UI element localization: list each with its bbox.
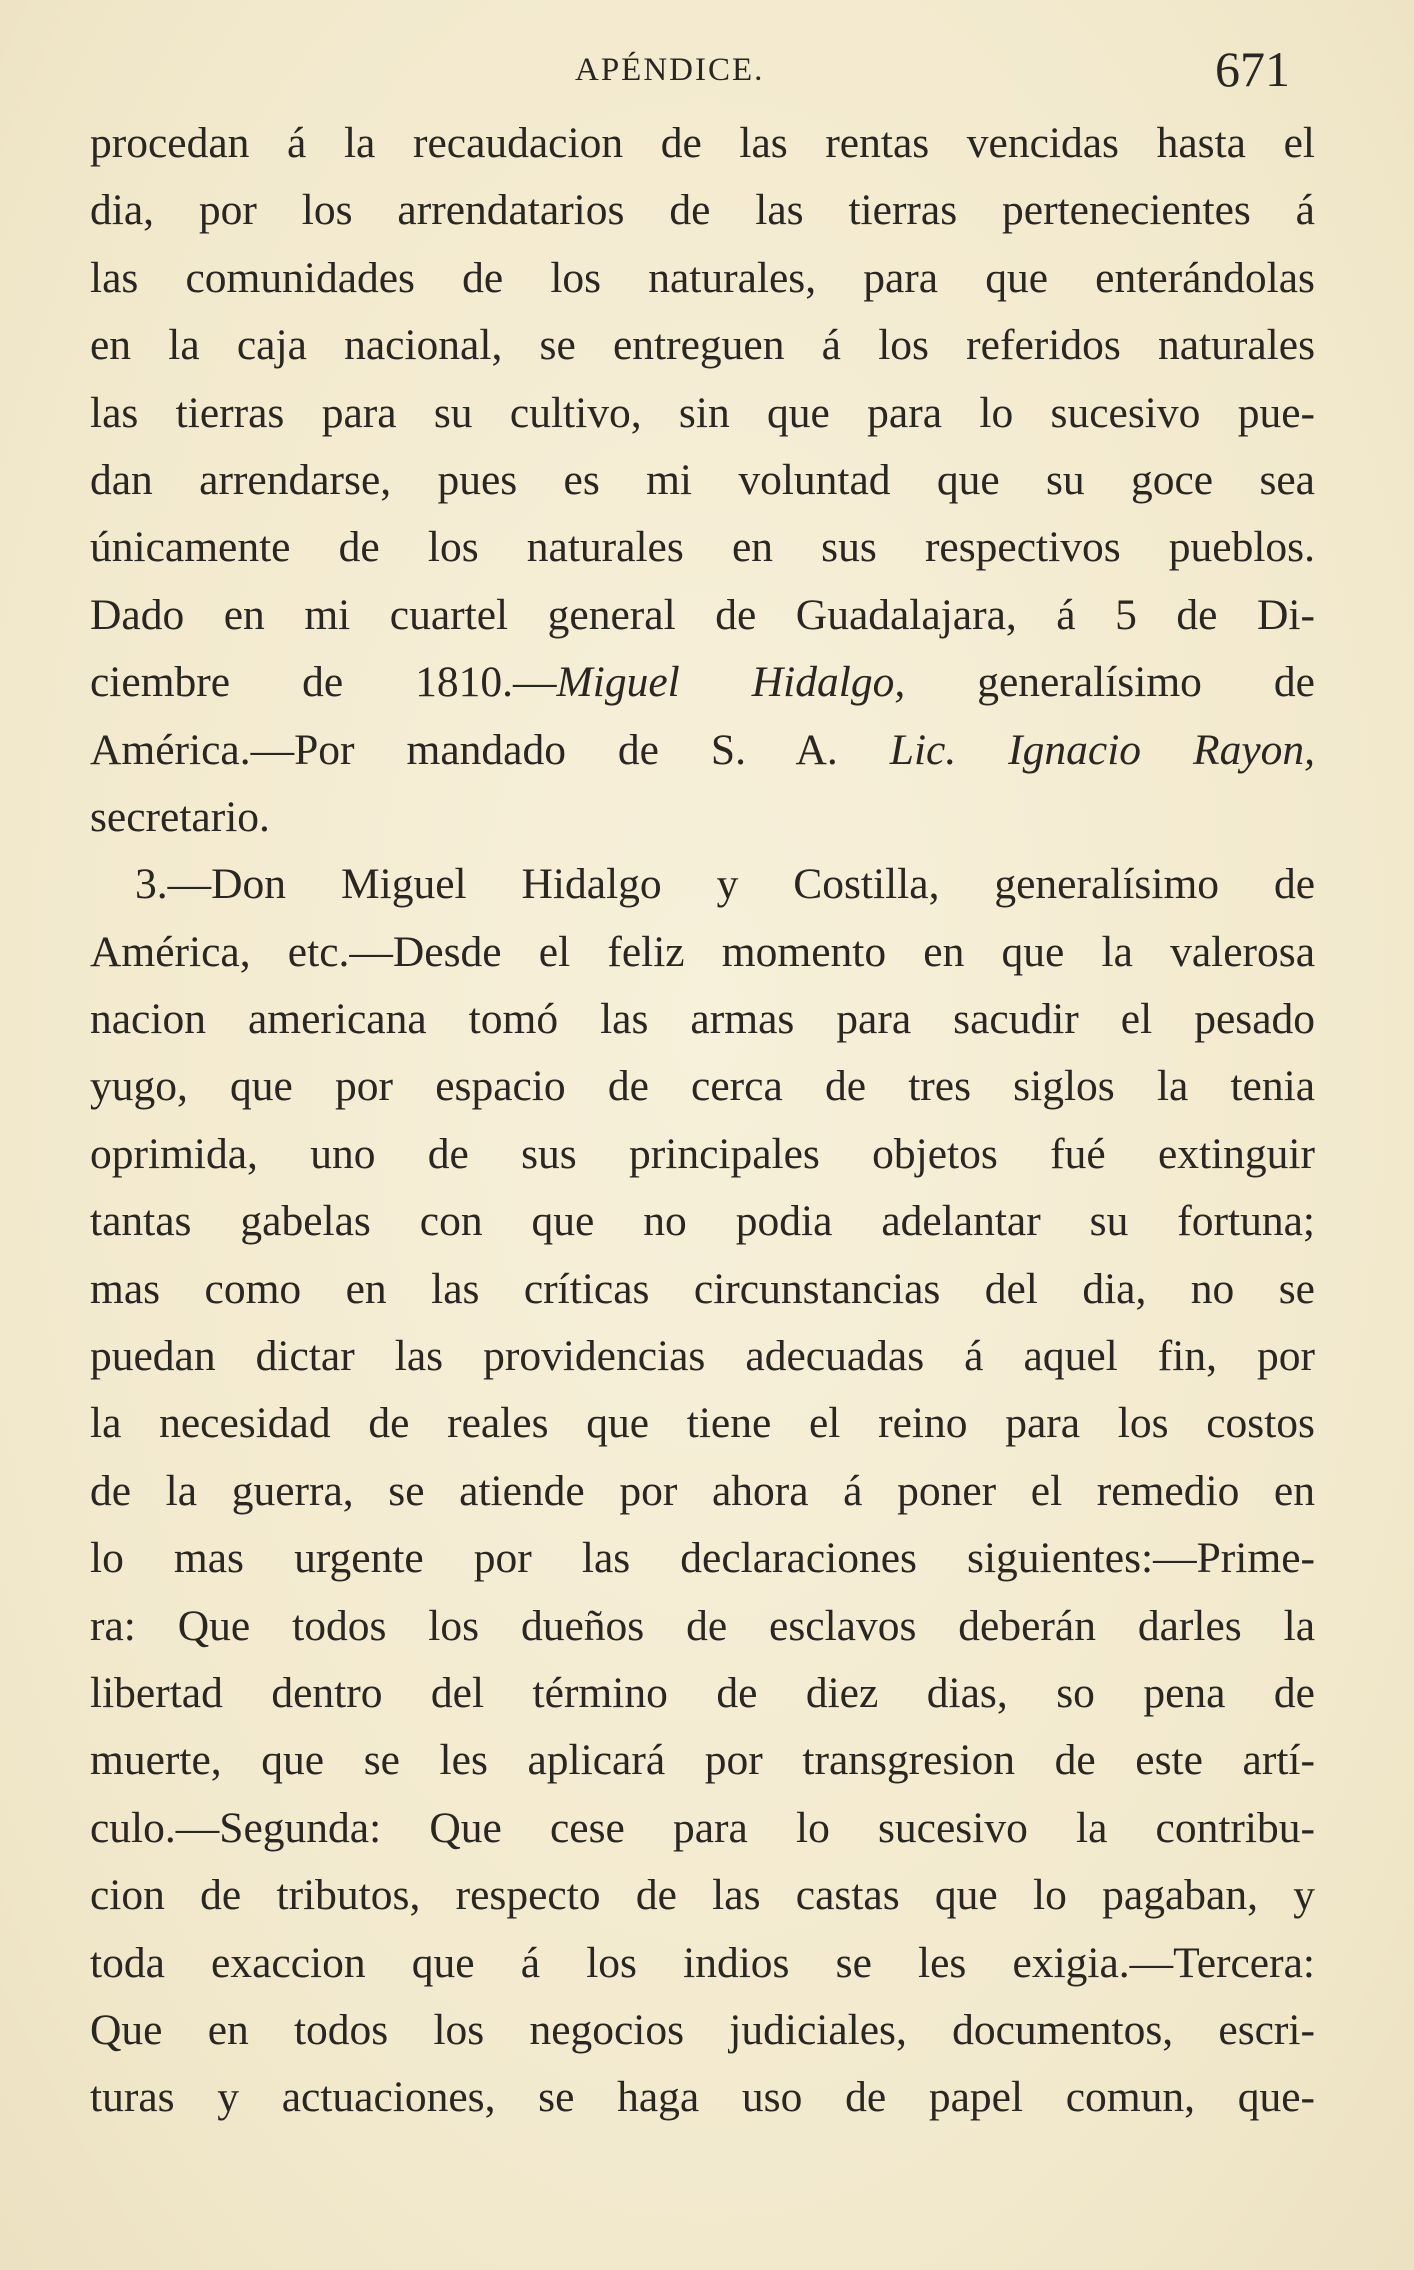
text-line: 3.—Don Miguel Hidalgo y Costilla, generalísimo de [135,860,1315,909]
text-segment: ciembre de 1810.— [90,658,557,707]
text-line: nacion americana tomó las armas para sacudir el pesado [90,995,1315,1044]
text-line: secretario. [90,792,270,841]
text-line: de la guerra, se atiende por ahora á poner el remedio en [90,1466,1315,1515]
text-line: dan arrendarse, pues es mi voluntad que su goce sea [90,455,1315,504]
text-line: oprimida, uno de sus principales objetos fué extinguir [90,1129,1315,1178]
page-number: 671 [1215,41,1290,97]
page-header [90,40,1300,110]
text-line: procedan á la recaudacion de las rentas vencidas hasta el [90,119,1315,167]
text-line: turas y actuaciones, se haga uso de papel comun, que- [90,2073,1315,2122]
text-line: lo mas urgente por las declaraciones siguientes:—Prime- [90,1534,1315,1583]
text-line [90,649,1315,716]
text-line: cion de tributos, respecto de las castas que lo pagaban, y [90,1871,1315,1920]
body-text [90,110,1315,2132]
text-line: la necesidad de reales que tiene el reino para los costos [90,1399,1315,1448]
text-segment [956,726,1008,774]
text-line: América, etc.—Desde el feliz momento en que la valerosa [90,927,1315,976]
text-line: las tierras para su cultivo, sin que para lo sucesivo pue- [90,388,1315,437]
title-abbrev: Lic. [889,725,957,774]
text-line: tantas gabelas con que no podia adelantar su fortuna; [90,1197,1315,1246]
text-line: culo.—Segunda: Que cese para lo sucesivo la contribu- [90,1803,1315,1852]
text-line: ra: Que todos los dueños de esclavos deberán darles la [90,1601,1315,1650]
text-segment: generalísimo de [905,658,1315,707]
running-head: APÉNDICE. [575,52,765,88]
text-line: dia, por los arrendatarios de las tierras pertenecientes á [90,186,1315,235]
text-line: únicamente de los naturales en sus respectivos pueblos. [90,523,1315,572]
text-line: Dado en mi cuartel general de Guadalajara, á 5 de Di- [90,590,1315,639]
text-line [90,717,1315,784]
text-line: mas como en las críticas circunstancias del dia, no se [90,1264,1315,1313]
text-line: Que en todos los negocios judiciales, documentos, escri- [90,2005,1315,2054]
text-line: toda exaccion que á los indios se les exigia.—Tercera: [90,1938,1315,1987]
text-line: muerte, que se les aplicará por transgresion de este artí- [90,1736,1315,1785]
text-line: en la caja nacional, se entreguen á los referidos naturales [90,321,1315,370]
secretary-name: Ignacio Rayon, [1008,725,1316,774]
text-line: yugo, que por espacio de cerca de tres siglos la tenia [90,1062,1315,1111]
text-line: las comunidades de los naturales, para que enterándolas [90,253,1315,302]
text-line: libertad dentro del término de diez dias, so pena de [90,1668,1315,1717]
text-segment: América.—Por mandado de S. A. [90,725,890,774]
signatory-name: Miguel Hidalgo, [556,658,906,707]
text-line: puedan dictar las providencias adecuadas á aquel fin, por [90,1332,1315,1381]
